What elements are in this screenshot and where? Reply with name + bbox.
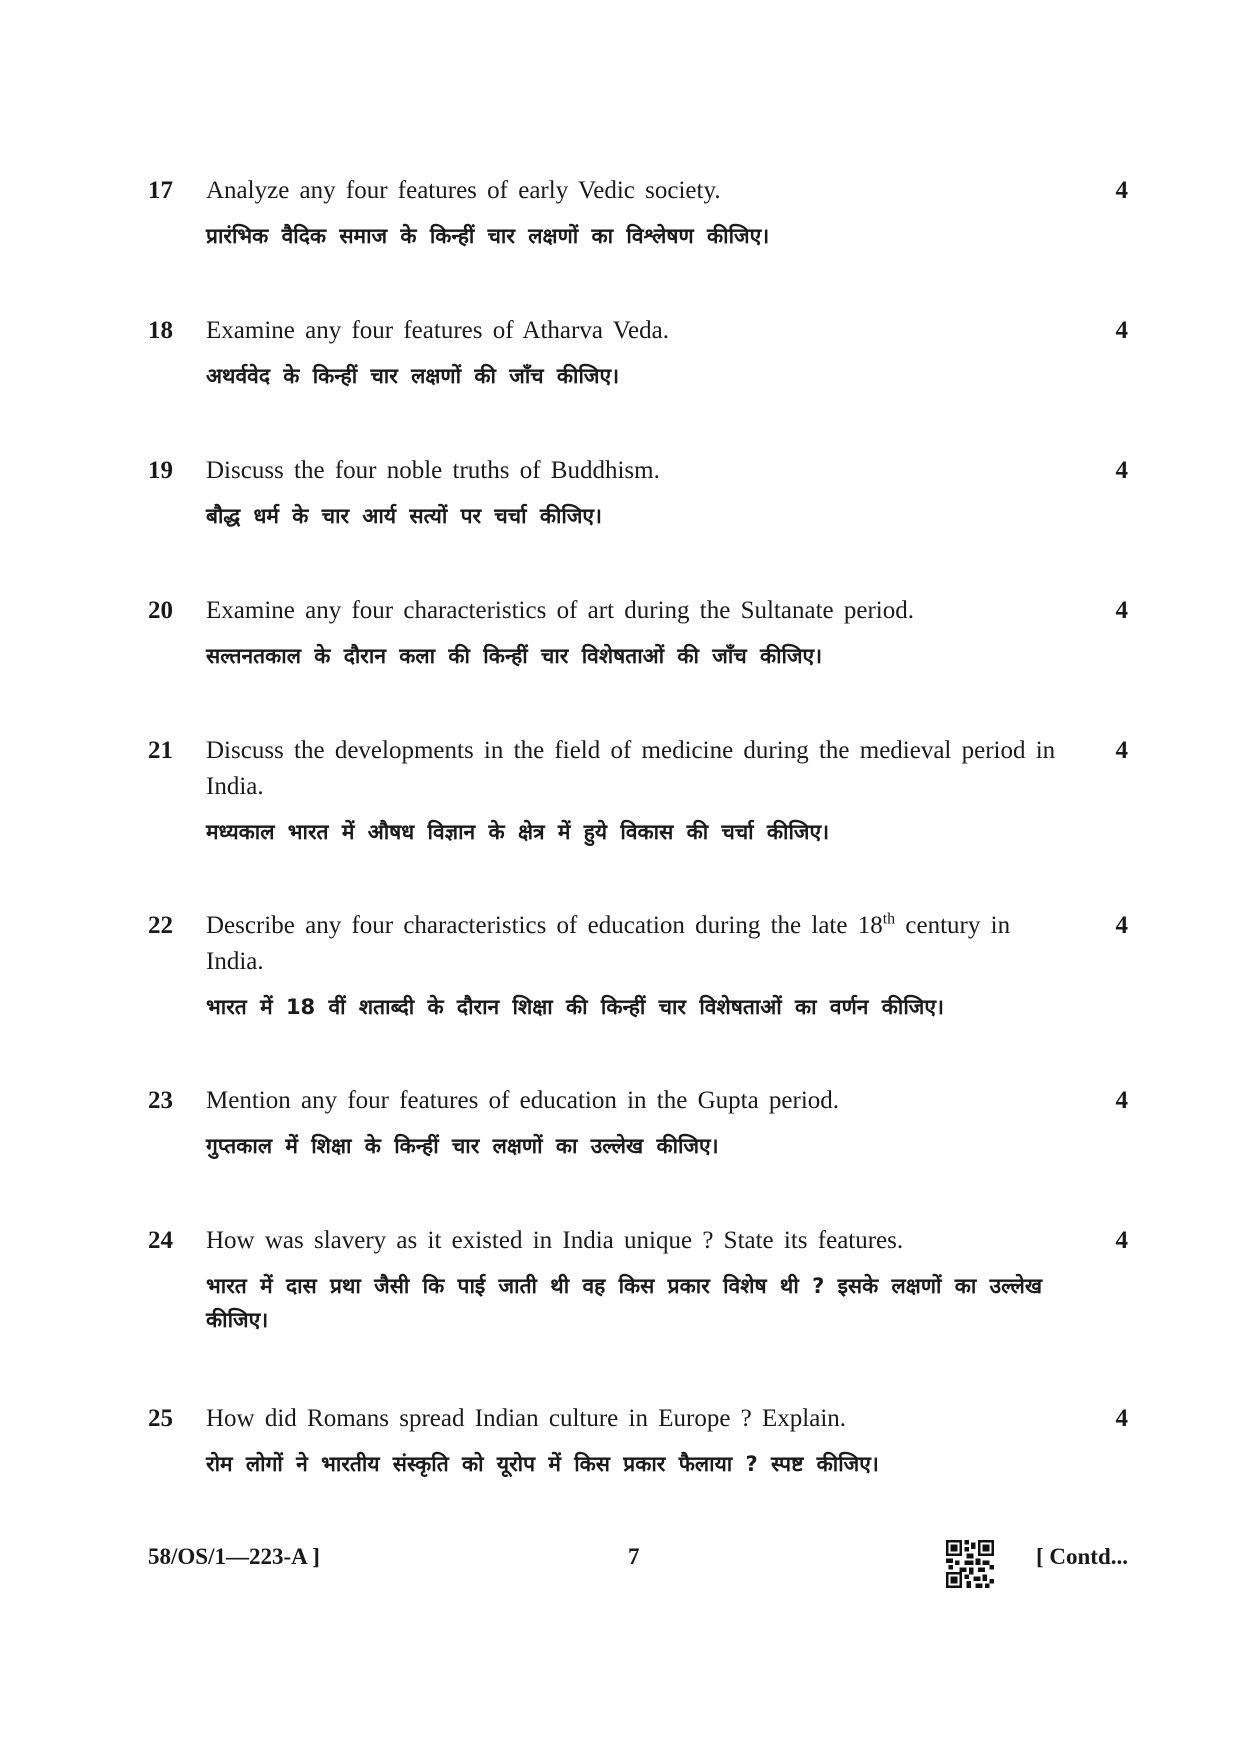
question-text-english: Analyze any four features of early Vedic society.	[206, 177, 721, 204]
paper-code: 58/OS/1—223-A ]	[148, 1544, 320, 1569]
question-text-hindi: सल्तनतकाल के दौरान कला की किन्हीं चार विशेषताओं की जाँच कीजिए।	[206, 644, 823, 668]
question-24	[148, 1223, 1128, 1337]
question-18	[148, 313, 1128, 393]
question-marks: 4	[1115, 1227, 1128, 1254]
question-17	[148, 173, 1128, 253]
question-20	[148, 593, 1128, 673]
question-23	[148, 1083, 1128, 1163]
question-number: 23	[148, 1087, 173, 1114]
question-marks: 4	[1115, 177, 1128, 204]
question-marks: 4	[1115, 912, 1128, 939]
question-marks: 4	[1115, 1087, 1128, 1114]
question-text-english: Examine any four features of Atharva Veda.	[206, 317, 669, 344]
ordinal-suffix: th	[882, 910, 896, 928]
question-text-hindi: प्रारंभिक वैदिक समाज के किन्हीं चार लक्षणों का विश्लेषण कीजिए।	[206, 224, 770, 248]
page-footer	[148, 1540, 1128, 1600]
question-text-hindi: अथर्ववेद के किन्हीं चार लक्षणों की जाँच कीजिए।	[206, 364, 620, 388]
question-25	[148, 1401, 1128, 1481]
question-text-part: century in India.	[206, 912, 1011, 975]
question-number: 19	[148, 457, 173, 484]
page-number: 7	[628, 1544, 640, 1569]
question-number: 17	[148, 177, 173, 204]
question-text-hindi: बौद्ध धर्म के चार आर्य सत्यों पर चर्चा कीजिए।	[206, 504, 602, 528]
question-19	[148, 453, 1128, 533]
question-text-hindi: मध्यकाल भारत में औषध विज्ञान के क्षेत्र में हुये विकास की चर्चा कीजिए।	[206, 820, 830, 844]
question-marks: 4	[1115, 737, 1128, 764]
question-21	[148, 733, 1128, 849]
question-number: 22	[148, 912, 173, 939]
question-number: 24	[148, 1227, 173, 1254]
question-text-hindi: भारत में 18 वीं शताब्दी के दौरान शिक्षा की किन्हीं चार विशेषताओं का वर्णन कीजिए।	[206, 995, 944, 1019]
qr-code-icon	[946, 1540, 994, 1588]
question-22	[148, 908, 1128, 1024]
question-marks: 4	[1115, 597, 1128, 624]
question-text-english	[206, 908, 1058, 980]
question-text-english: Mention any four features of education in the Gupta period.	[206, 1087, 840, 1114]
question-text-hindi: गुप्तकाल में शिक्षा के किन्हीं चार लक्षणों का उल्लेख कीजिए।	[206, 1134, 719, 1158]
question-text-english: How did Romans spread Indian culture in Europe ? Explain.	[206, 1405, 847, 1432]
question-number: 25	[148, 1405, 173, 1432]
question-number: 21	[148, 737, 173, 764]
question-text-part: Describe any four characteristics of education during the late 18	[206, 912, 883, 939]
question-number: 18	[148, 317, 173, 344]
question-text-english: Discuss the four noble truths of Buddhism.	[206, 457, 660, 484]
question-marks: 4	[1115, 1405, 1128, 1432]
question-text-hindi: रोम लोगों ने भारतीय संस्कृति को यूरोप में किस प्रकार फैलाया ? स्पष्ट कीजिए।	[206, 1452, 879, 1476]
question-marks: 4	[1115, 457, 1128, 484]
continued-label: [ Contd...	[1035, 1544, 1128, 1569]
question-marks: 4	[1115, 317, 1128, 344]
question-text-english: Discuss the developments in the field of medicine during the medieval period in India.	[206, 737, 1056, 800]
question-text-english: Examine any four characteristics of art during the Sultanate period.	[206, 597, 914, 624]
question-number: 20	[148, 597, 173, 624]
question-text-english: How was slavery as it existed in India unique ? State its features.	[206, 1227, 904, 1254]
question-text-hindi: भारत में दास प्रथा जैसी कि पाई जाती थी वह किस प्रकार विशेष थी ? इसके लक्षणों का उल्लेख कीजिए।	[206, 1274, 1043, 1332]
